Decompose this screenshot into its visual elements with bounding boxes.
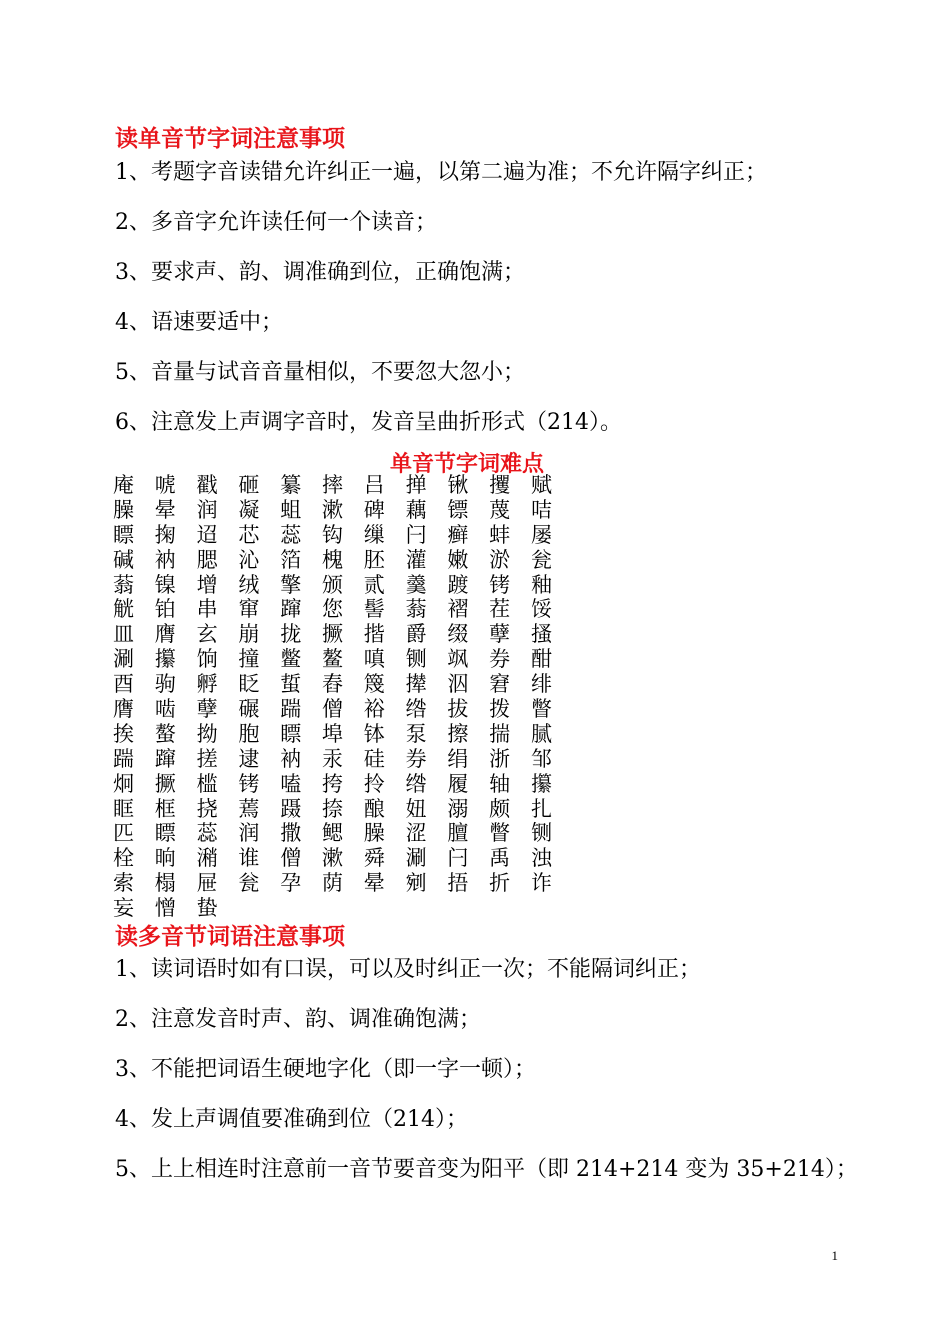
char-cell: 增	[196, 572, 218, 597]
char-cell: 觥	[113, 597, 134, 622]
char-cell: 臊	[363, 821, 385, 846]
char-cell: 汞	[321, 746, 343, 771]
char-row	[113, 622, 573, 647]
char-cell: 串	[196, 597, 218, 622]
char-cell: 胚	[363, 547, 385, 572]
char-cell: 框	[154, 796, 176, 821]
char-cell: 涮	[405, 846, 427, 871]
note-item: 1、考题字音读错允许纠正一遍，以第二遍为准；不允许隔字纠正；	[115, 160, 767, 185]
char-cell: 漱	[321, 846, 343, 871]
note-item: 4、发上声调值要准确到位（214）；	[115, 1107, 468, 1132]
char-cell: 蔑	[489, 497, 511, 522]
char-cell: 贰	[363, 572, 385, 597]
char-cell: 戳	[196, 473, 218, 497]
char-cell: 槐	[321, 547, 343, 572]
char-cell: 膻	[447, 821, 469, 846]
char-cell: 挨	[113, 721, 134, 746]
char-cell: 碑	[363, 497, 385, 522]
char-cell: 槛	[196, 771, 218, 796]
char-cell: 篾	[363, 672, 385, 697]
char-cell: 碾	[238, 697, 260, 722]
char-cell: 踹	[280, 697, 302, 722]
char-cell: 涩	[405, 821, 427, 846]
char-cell: 攥	[154, 647, 176, 672]
char-cell: 铡	[530, 821, 552, 846]
char-cell: 蔫	[238, 796, 260, 821]
char-cell: 捺	[321, 796, 343, 821]
char-cell: 泅	[447, 672, 469, 697]
char-cell: 索	[113, 871, 134, 896]
char-cell: 剜	[405, 871, 427, 896]
char-cell: 券	[489, 647, 511, 672]
char-cell: 撞	[238, 647, 260, 672]
char-cell: 炯	[113, 771, 134, 796]
char-cell: 憎	[154, 896, 176, 921]
char-cell: 晕	[154, 497, 176, 522]
char-cell: 僧	[280, 846, 302, 871]
char-cell: 绯	[530, 672, 552, 697]
note-item: 3、不能把词语生硬地字化（即一字一顿）；	[115, 1057, 536, 1082]
char-cell: 拢	[280, 622, 302, 647]
char-cell: 踱	[447, 572, 469, 597]
char-cell: 驹	[154, 672, 176, 697]
char-cell: 颇	[489, 796, 511, 821]
char-cell: 釉	[530, 572, 552, 597]
char-cell: 缀	[447, 622, 469, 647]
char-cell: 纂	[280, 473, 302, 497]
note-item: 4、语速要适中；	[115, 310, 283, 335]
char-cell: 褶	[447, 597, 469, 622]
char-cell: 妞	[405, 796, 427, 821]
char-cell: 拔	[447, 697, 469, 722]
char-cell: 搓	[196, 746, 218, 771]
char-cell: 撅	[321, 622, 343, 647]
char-cell: 蹿	[280, 597, 302, 622]
char-cell: 撅	[154, 771, 176, 796]
char-cell: 攥	[530, 771, 552, 796]
char-cell: 唬	[154, 473, 176, 497]
char-cell: 铐	[489, 572, 511, 597]
char-cell: 孵	[196, 672, 218, 697]
char-cell: 镍	[154, 572, 176, 597]
char-row	[113, 548, 573, 573]
char-cell: 饷	[196, 647, 218, 672]
char-cell: 庵	[113, 473, 134, 497]
char-cell: 藕	[405, 497, 427, 522]
char-cell: 锹	[447, 473, 469, 497]
char-cell: 瞟	[154, 821, 176, 846]
char-row	[113, 722, 573, 747]
char-cell: 泵	[405, 721, 427, 746]
char-cell: 钩	[321, 522, 343, 547]
char-cell: 舂	[321, 672, 343, 697]
char-cell: 绒	[238, 572, 260, 597]
char-cell: 腻	[530, 721, 552, 746]
char-cell: 孽	[196, 697, 218, 722]
char-cell: 券	[405, 746, 427, 771]
char-cell: 蚌	[489, 522, 511, 547]
char-cell: 蹑	[280, 796, 302, 821]
char-cell: 浙	[489, 746, 511, 771]
char-row	[113, 498, 573, 523]
multi-syllable-heading: 读多音节词语注意事项	[115, 924, 345, 950]
char-cell: 蹿	[154, 746, 176, 771]
char-cell: 羹	[405, 572, 427, 597]
char-cell: 挠	[196, 796, 218, 821]
char-cell: 僧	[321, 697, 343, 722]
char-cell: 吕	[363, 473, 385, 497]
char-cell: 闩	[405, 522, 427, 547]
char-cell: 衲	[280, 746, 302, 771]
char-cell: 潲	[196, 846, 218, 871]
char-cell: 窘	[489, 672, 511, 697]
char-cell: 酿	[363, 796, 385, 821]
char-cell: 癣	[447, 522, 469, 547]
char-row	[113, 846, 573, 871]
char-cell: 嗔	[363, 647, 385, 672]
single-syllable-notes	[115, 148, 767, 448]
char-row	[113, 797, 573, 822]
char-cell: 您	[321, 597, 343, 622]
char-cell: 埠	[321, 721, 343, 746]
char-cell: 迢	[196, 522, 218, 547]
char-row	[113, 672, 573, 697]
char-cell: 擦	[447, 721, 469, 746]
char-cell: 折	[489, 871, 511, 896]
char-cell: 髻	[363, 597, 385, 622]
char-cell: 箔	[280, 547, 302, 572]
char-cell: 撒	[280, 821, 302, 846]
char-cell: 铡	[405, 647, 427, 672]
char-cell: 履	[447, 771, 469, 796]
char-cell: 鳖	[280, 647, 302, 672]
char-cell: 蕊	[196, 821, 218, 846]
char-cell: 臊	[113, 497, 134, 522]
char-cell: 赋	[530, 473, 552, 497]
char-cell: 闩	[447, 846, 469, 871]
char-cell: 瞟	[113, 522, 134, 547]
char-cell: 爵	[405, 622, 427, 647]
char-cell: 揣	[489, 721, 511, 746]
char-cell: 铂	[154, 597, 176, 622]
char-cell: 蓊	[405, 597, 427, 622]
char-cell: 钵	[363, 721, 385, 746]
char-cell: 酣	[530, 647, 552, 672]
char-cell: 栓	[113, 846, 134, 871]
char-row	[113, 697, 573, 722]
char-row	[113, 871, 573, 896]
char-cell: 撵	[405, 672, 427, 697]
char-cell: 缫	[363, 522, 385, 547]
char-cell: 拨	[489, 697, 511, 722]
char-cell: 绺	[405, 771, 427, 796]
char-cell: 诈	[530, 871, 552, 896]
char-row	[113, 772, 573, 797]
char-cell: 掬	[154, 522, 176, 547]
note-item: 2、注意发音时声、韵、调准确饱满；	[115, 1007, 481, 1032]
char-cell: 膺	[154, 622, 176, 647]
char-cell: 茬	[489, 597, 511, 622]
char-cell: 眶	[113, 796, 134, 821]
char-cell: 瓮	[238, 871, 260, 896]
char-cell: 擎	[280, 572, 302, 597]
single-syllable-heading: 读单音节字词注意事项	[115, 126, 345, 152]
char-cell: 崩	[238, 622, 260, 647]
char-cell: 溺	[447, 796, 469, 821]
char-cell: 胞	[238, 721, 260, 746]
char-cell: 皿	[113, 622, 134, 647]
char-cell: 搔	[530, 622, 552, 647]
char-cell: 砸	[238, 473, 260, 497]
char-cell: 孽	[489, 622, 511, 647]
char-cell: 沁	[238, 547, 260, 572]
char-cell: 瞟	[280, 721, 302, 746]
char-cell: 鳃	[321, 821, 343, 846]
char-cell: 馁	[530, 597, 552, 622]
char-cell: 衲	[154, 547, 176, 572]
char-cell: 拗	[196, 721, 218, 746]
char-cell: 扎	[530, 796, 552, 821]
note-item: 3、要求声、韵、调准确到位，正确饱满；	[115, 260, 525, 285]
char-row	[113, 747, 573, 772]
char-cell: 凝	[238, 497, 260, 522]
multi-syllable-notes	[115, 945, 858, 1195]
char-cell: 碱	[113, 547, 134, 572]
char-cell: 妄	[113, 896, 134, 921]
char-cell: 润	[196, 497, 218, 522]
char-cell: 酉	[113, 672, 134, 697]
char-cell: 孕	[280, 871, 302, 896]
char-cell: 眨	[238, 672, 260, 697]
char-cell: 嗑	[280, 771, 302, 796]
char-cell: 瞥	[489, 821, 511, 846]
char-cell: 荫	[321, 871, 343, 896]
char-row	[113, 523, 573, 548]
char-row	[113, 473, 573, 498]
char-cell: 裕	[363, 697, 385, 722]
note-item: 2、多音字允许读任何一个读音；	[115, 210, 437, 235]
char-cell: 绢	[447, 746, 469, 771]
char-row	[113, 821, 573, 846]
difficult-chars-heading: 单音节字词难点	[390, 452, 545, 477]
char-cell: 涮	[113, 647, 134, 672]
char-row	[113, 597, 573, 622]
char-cell: 舜	[363, 846, 385, 871]
char-cell: 攫	[489, 473, 511, 497]
char-cell: 踹	[113, 746, 134, 771]
char-cell: 绺	[405, 697, 427, 722]
char-cell: 啮	[154, 697, 176, 722]
char-cell: 嫩	[447, 547, 469, 572]
char-cell: 邹	[530, 746, 552, 771]
char-cell: 掸	[405, 473, 427, 497]
char-cell: 窜	[238, 597, 260, 622]
char-cell: 蛰	[196, 896, 218, 921]
char-cell: 硅	[363, 746, 385, 771]
char-cell: 瞥	[530, 697, 552, 722]
note-item: 5、上上相连时注意前一音节要音变为阳平（即 214+214 变为 35+214）；	[115, 1157, 858, 1182]
char-cell: 蕊	[280, 522, 302, 547]
char-cell: 咭	[530, 497, 552, 522]
page-number: 1	[831, 1248, 838, 1263]
char-cell: 飒	[447, 647, 469, 672]
char-cell: 榻	[154, 871, 176, 896]
char-cell: 逮	[238, 746, 260, 771]
char-cell: 镖	[447, 497, 469, 522]
note-item: 5、音量与试音音量相似，不要忽大忽小；	[115, 360, 525, 385]
char-cell: 浊	[530, 846, 552, 871]
char-cell: 玄	[196, 622, 218, 647]
char-cell: 禹	[489, 846, 511, 871]
char-row	[113, 573, 573, 598]
char-cell: 屡	[530, 522, 552, 547]
note-item: 6、注意发上声调字音时，发音呈曲折形式（214）。	[115, 410, 622, 435]
char-row	[113, 647, 573, 672]
char-cell: 螯	[154, 721, 176, 746]
char-cell: 芯	[238, 522, 260, 547]
char-cell: 揩	[363, 622, 385, 647]
char-cell: 谁	[238, 846, 260, 871]
char-cell: 腮	[196, 547, 218, 572]
char-cell: 淤	[489, 547, 511, 572]
char-cell: 膺	[113, 697, 134, 722]
char-cell: 摔	[321, 473, 343, 497]
char-cell: 蓊	[113, 572, 134, 597]
char-cell: 晕	[363, 871, 385, 896]
char-cell: 匹	[113, 821, 134, 846]
char-cell: 蜇	[280, 672, 302, 697]
char-cell: 晌	[154, 846, 176, 871]
char-cell: 挎	[321, 771, 343, 796]
difficult-chars-grid	[113, 473, 573, 921]
char-cell: 拎	[363, 771, 385, 796]
char-cell: 铐	[238, 771, 260, 796]
char-cell: 漱	[321, 497, 343, 522]
char-cell: 润	[238, 821, 260, 846]
char-cell: 蛆	[280, 497, 302, 522]
note-item: 1、读词语时如有口误，可以及时纠正一次；不能隔词纠正；	[115, 957, 701, 982]
char-cell: 颁	[321, 572, 343, 597]
char-cell: 瓮	[530, 547, 552, 572]
char-cell: 捂	[447, 871, 469, 896]
char-cell: 灌	[405, 547, 427, 572]
char-cell: 屉	[196, 871, 218, 896]
char-cell: 鳌	[321, 647, 343, 672]
char-cell: 轴	[489, 771, 511, 796]
